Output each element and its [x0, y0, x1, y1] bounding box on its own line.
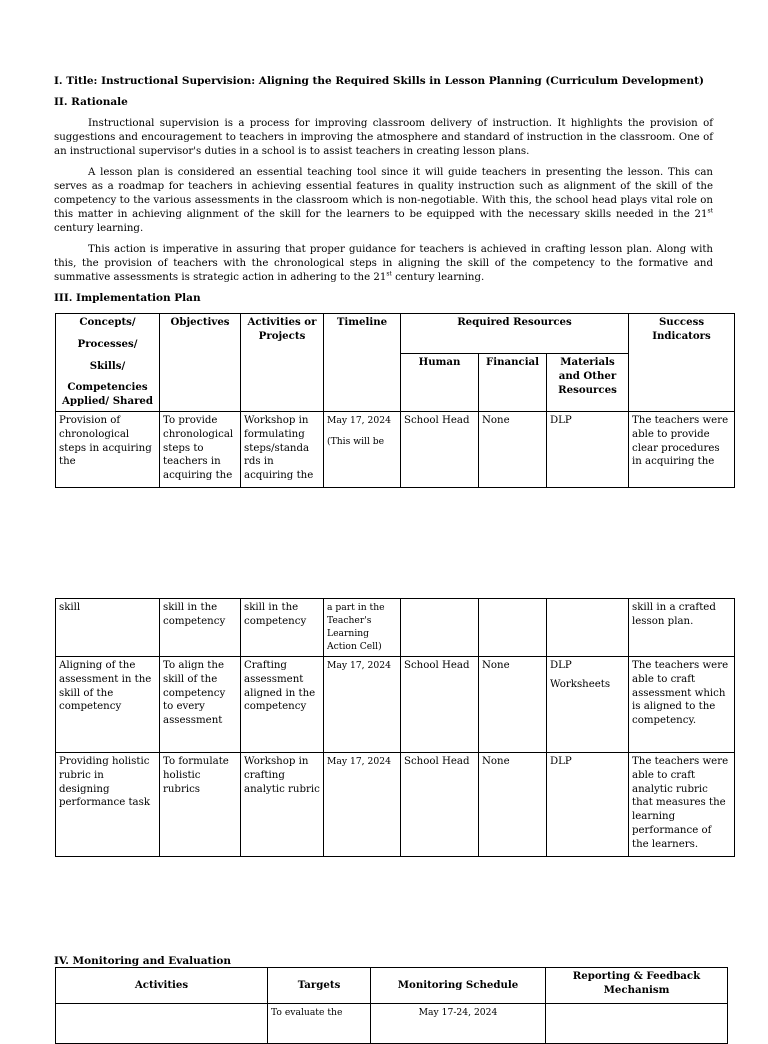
- cell-timeline: May 17, 2024: [324, 657, 401, 753]
- header-human: Human: [401, 354, 479, 412]
- rationale-text-2b: century learning.: [54, 223, 144, 234]
- rationale-paragraph-2: [54, 166, 713, 236]
- cell-concepts: Providing holistic rubric in designing performance task: [56, 753, 160, 857]
- cell-targets: To evaluate the: [268, 1004, 371, 1044]
- header-concepts-3: Skills/: [89, 359, 126, 372]
- document-title: I. Title: Instructional Supervision: Aligning the Required Skills in Lesson Planning (Curriculum Development): [54, 75, 704, 87]
- cell-activities: Workshop in formulating steps/standa rds in acquiring the: [241, 412, 324, 488]
- rationale-paragraph-3: [54, 243, 713, 285]
- header-timeline: Timeline: [324, 314, 401, 412]
- timeline-note: (This will be: [327, 436, 385, 447]
- header-success-indicators: Success Indicators: [629, 314, 735, 412]
- cell-financial: None: [479, 412, 547, 488]
- cell-timeline: [324, 412, 401, 488]
- cell-materials: DLP: [547, 753, 629, 857]
- table-row: [56, 657, 735, 753]
- cell-concepts: skill: [56, 599, 160, 657]
- cell-materials: [547, 599, 629, 657]
- cell-financial: None: [479, 753, 547, 857]
- cell-timeline: a part in the Teacher's Learning Action Cell): [324, 599, 401, 657]
- header-concepts: [56, 314, 160, 412]
- header-concepts-2: Processes/: [77, 337, 138, 350]
- rationale-text-2a: A lesson plan is considered an essential teaching tool since it will guide teachers in presenting the lesson. This can serves as a roadmap for teachers in achieving essential features in quality instruction such as alignment of the skill of the competency to the various assessments in the classroom which is non-negotiable. With this, the school head plays vital role on this matter in achieving alignment of the skill for the learners to be equipped with the necessary skills needed in the 21: [54, 167, 713, 220]
- table-row: [56, 412, 735, 488]
- cell-success: The teachers were able to craft analytic rubric that measures the learning performance of the learners.: [629, 753, 735, 857]
- ordinal-superscript: st: [707, 207, 713, 215]
- header-activities: Activities or Projects: [241, 314, 324, 412]
- cell-timeline: May 17, 2024: [324, 753, 401, 857]
- header-concepts-4: Competencies Applied/ Shared: [61, 381, 154, 408]
- cell-activities: skill in the competency: [241, 599, 324, 657]
- header-concepts-1: Concepts/: [79, 316, 136, 328]
- rationale-text-3a: This action is imperative in assuring that proper guidance for teachers is achieved in crafting lesson plan. Along with this, the provision of teachers with the chronological steps in aligning the skill of the competency to the formative and summative assessments is strategic action in adhering to the 21: [54, 244, 713, 283]
- cell-materials: [547, 657, 629, 753]
- rationale-paragraph-1: [54, 117, 713, 159]
- table-row: [56, 599, 735, 657]
- header-objectives: Objectives: [160, 314, 241, 412]
- cell-objectives: To formulate holistic rubrics: [160, 753, 241, 857]
- implementation-table-part-1: [55, 313, 735, 488]
- materials-dlp: DLP: [550, 660, 572, 671]
- header-monitoring-activities: Activities: [56, 968, 268, 1004]
- cell-financial: [479, 599, 547, 657]
- header-monitoring-schedule: Monitoring Schedule: [371, 968, 546, 1004]
- cell-objectives: To provide chronological steps to teachers in acquiring the: [160, 412, 241, 488]
- implementation-heading: III. Implementation Plan: [54, 292, 201, 304]
- ordinal-superscript: st: [386, 270, 392, 278]
- header-materials: Materials and Other Resources: [547, 354, 629, 412]
- rationale-text-3b: century learning.: [391, 272, 485, 283]
- header-required-resources: Required Resources: [401, 314, 629, 354]
- rationale-heading: II. Rationale: [54, 96, 128, 108]
- cell-objectives: skill in the competency: [160, 599, 241, 657]
- rationale-text-1: Instructional supervision is a process for improving classroom delivery of instruction. It highlights the provision of suggestions and encouragement to teachers in improving the atmosphere and standard of instruction in the classroom. One of an instructional supervisor's duties in a school is to assist teachers in creating lesson plans.: [54, 118, 713, 157]
- cell-human: [401, 599, 479, 657]
- cell-concepts: Aligning of the assessment in the skill of the competency: [56, 657, 160, 753]
- cell-human: School Head: [401, 753, 479, 857]
- table-row: [56, 753, 735, 857]
- cell-concepts: Provision of chronological steps in acquiring the: [56, 412, 160, 488]
- implementation-table-part-2: [55, 598, 735, 857]
- cell-human: School Head: [401, 412, 479, 488]
- cell-activities: Crafting assessment aligned in the competency: [241, 657, 324, 753]
- header-financial: Financial: [479, 354, 547, 412]
- cell-success: The teachers were able to craft assessment which is aligned to the competency.: [629, 657, 735, 753]
- timeline-date: May 17, 2024: [327, 415, 391, 426]
- monitoring-heading: IV. Monitoring and Evaluation: [54, 955, 232, 967]
- cell-human: School Head: [401, 657, 479, 753]
- header-targets: Targets: [268, 968, 371, 1004]
- monitoring-table: [55, 967, 728, 1044]
- cell-monitoring-schedule: May 17-24, 2024: [371, 1004, 546, 1044]
- cell-materials: DLP: [547, 412, 629, 488]
- cell-financial: None: [479, 657, 547, 753]
- cell-objectives: To align the skill of the competency to every assessment: [160, 657, 241, 753]
- cell-success: The teachers were able to provide clear procedures in acquiring the: [629, 412, 735, 488]
- cell-success: skill in a crafted lesson plan.: [629, 599, 735, 657]
- materials-worksheets: Worksheets: [550, 678, 611, 690]
- header-reporting-feedback: Reporting & Feedback Mechanism: [546, 968, 728, 1004]
- cell-activities: Workshop in crafting analytic rubric: [241, 753, 324, 857]
